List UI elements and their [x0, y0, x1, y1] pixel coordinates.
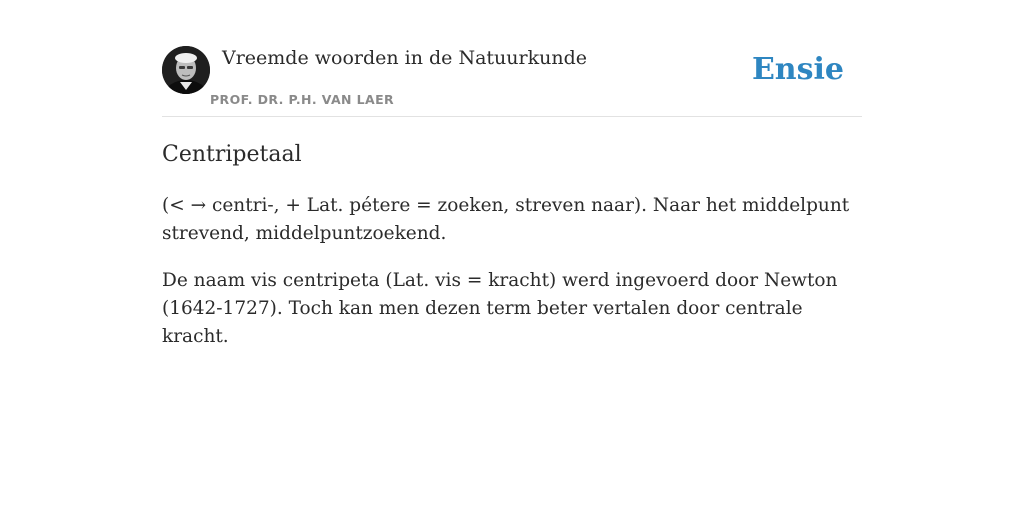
- entry-content: [162, 192, 862, 370]
- paragraph: De naam vis centripeta (Lat. vis = kracht) werd ingevoerd door Newton (1642-1727). Toch kan men dezen term beter vertalen door centrale kracht.: [162, 270, 838, 347]
- entry-title: Centripetaal: [162, 142, 302, 167]
- author-name[interactable]: PROF. DR. P.H. VAN LAER: [210, 92, 395, 107]
- book-title[interactable]: Vreemde woorden in de Natuurkunde: [222, 47, 587, 69]
- header: [162, 46, 862, 117]
- author-portrait-icon: [162, 46, 210, 94]
- paragraph: (< → centri-, + Lat. pétere = zoeken, streven naar). Naar het middelpunt strevend, middelpuntzoekend.: [162, 195, 850, 244]
- author-avatar[interactable]: [162, 46, 210, 94]
- ensie-logo[interactable]: Ensie: [751, 52, 844, 87]
